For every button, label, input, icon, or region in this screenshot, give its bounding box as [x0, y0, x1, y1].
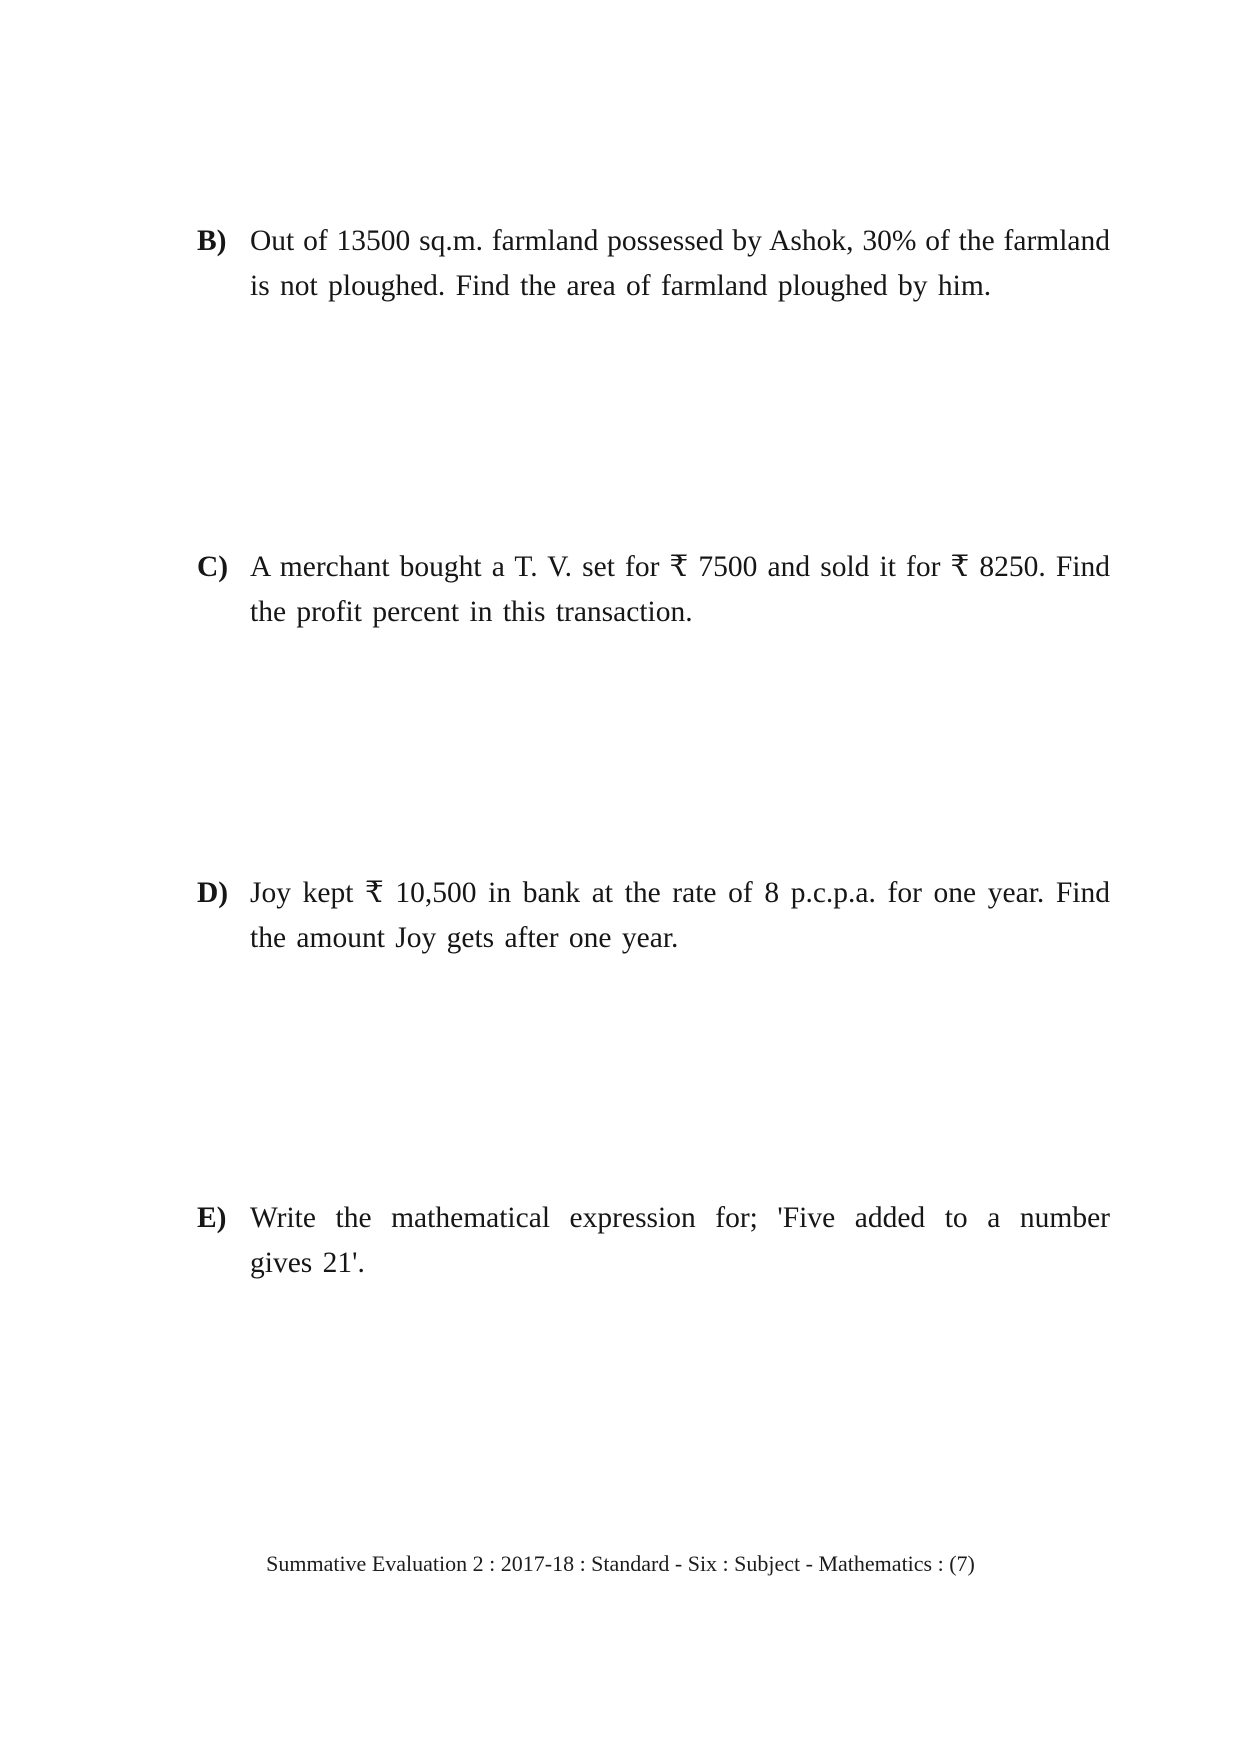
question-label: D)	[197, 877, 229, 909]
question-text	[250, 545, 1110, 635]
question-line: Joy kept ₹ 10,500 in bank at the rate of 8 p.c.p.a. for one year. Find	[250, 877, 1110, 909]
question-line: A merchant bought a T. V. set for ₹ 7500 and sold it for ₹ 8250. Find	[250, 551, 1110, 583]
question-line: the amount Joy gets after one year.	[250, 922, 679, 954]
question-label: E)	[197, 1202, 227, 1234]
page-footer: Summative Evaluation 2 : 2017-18 : Standard - Six : Subject - Mathematics : (7)	[266, 1551, 975, 1576]
question-line: is not ploughed. Find the area of farmland ploughed by him.	[250, 270, 992, 302]
question-text	[250, 219, 1110, 309]
question-d	[197, 871, 1110, 961]
question-line: Write the mathematical expression for; 'Five added to a number	[250, 1202, 1110, 1234]
question-line: gives 21'.	[250, 1247, 365, 1279]
question-line: Out of 13500 sq.m. farmland possessed by Ashok, 30% of the farmland	[250, 225, 1110, 257]
question-text	[250, 871, 1110, 961]
question-e	[197, 1196, 1110, 1286]
question-b	[197, 219, 1110, 309]
question-line: the profit percent in this transaction.	[250, 596, 693, 628]
question-c	[197, 545, 1110, 635]
question-text	[250, 1196, 1110, 1286]
question-label: B)	[197, 225, 227, 257]
question-label: C)	[197, 551, 229, 583]
